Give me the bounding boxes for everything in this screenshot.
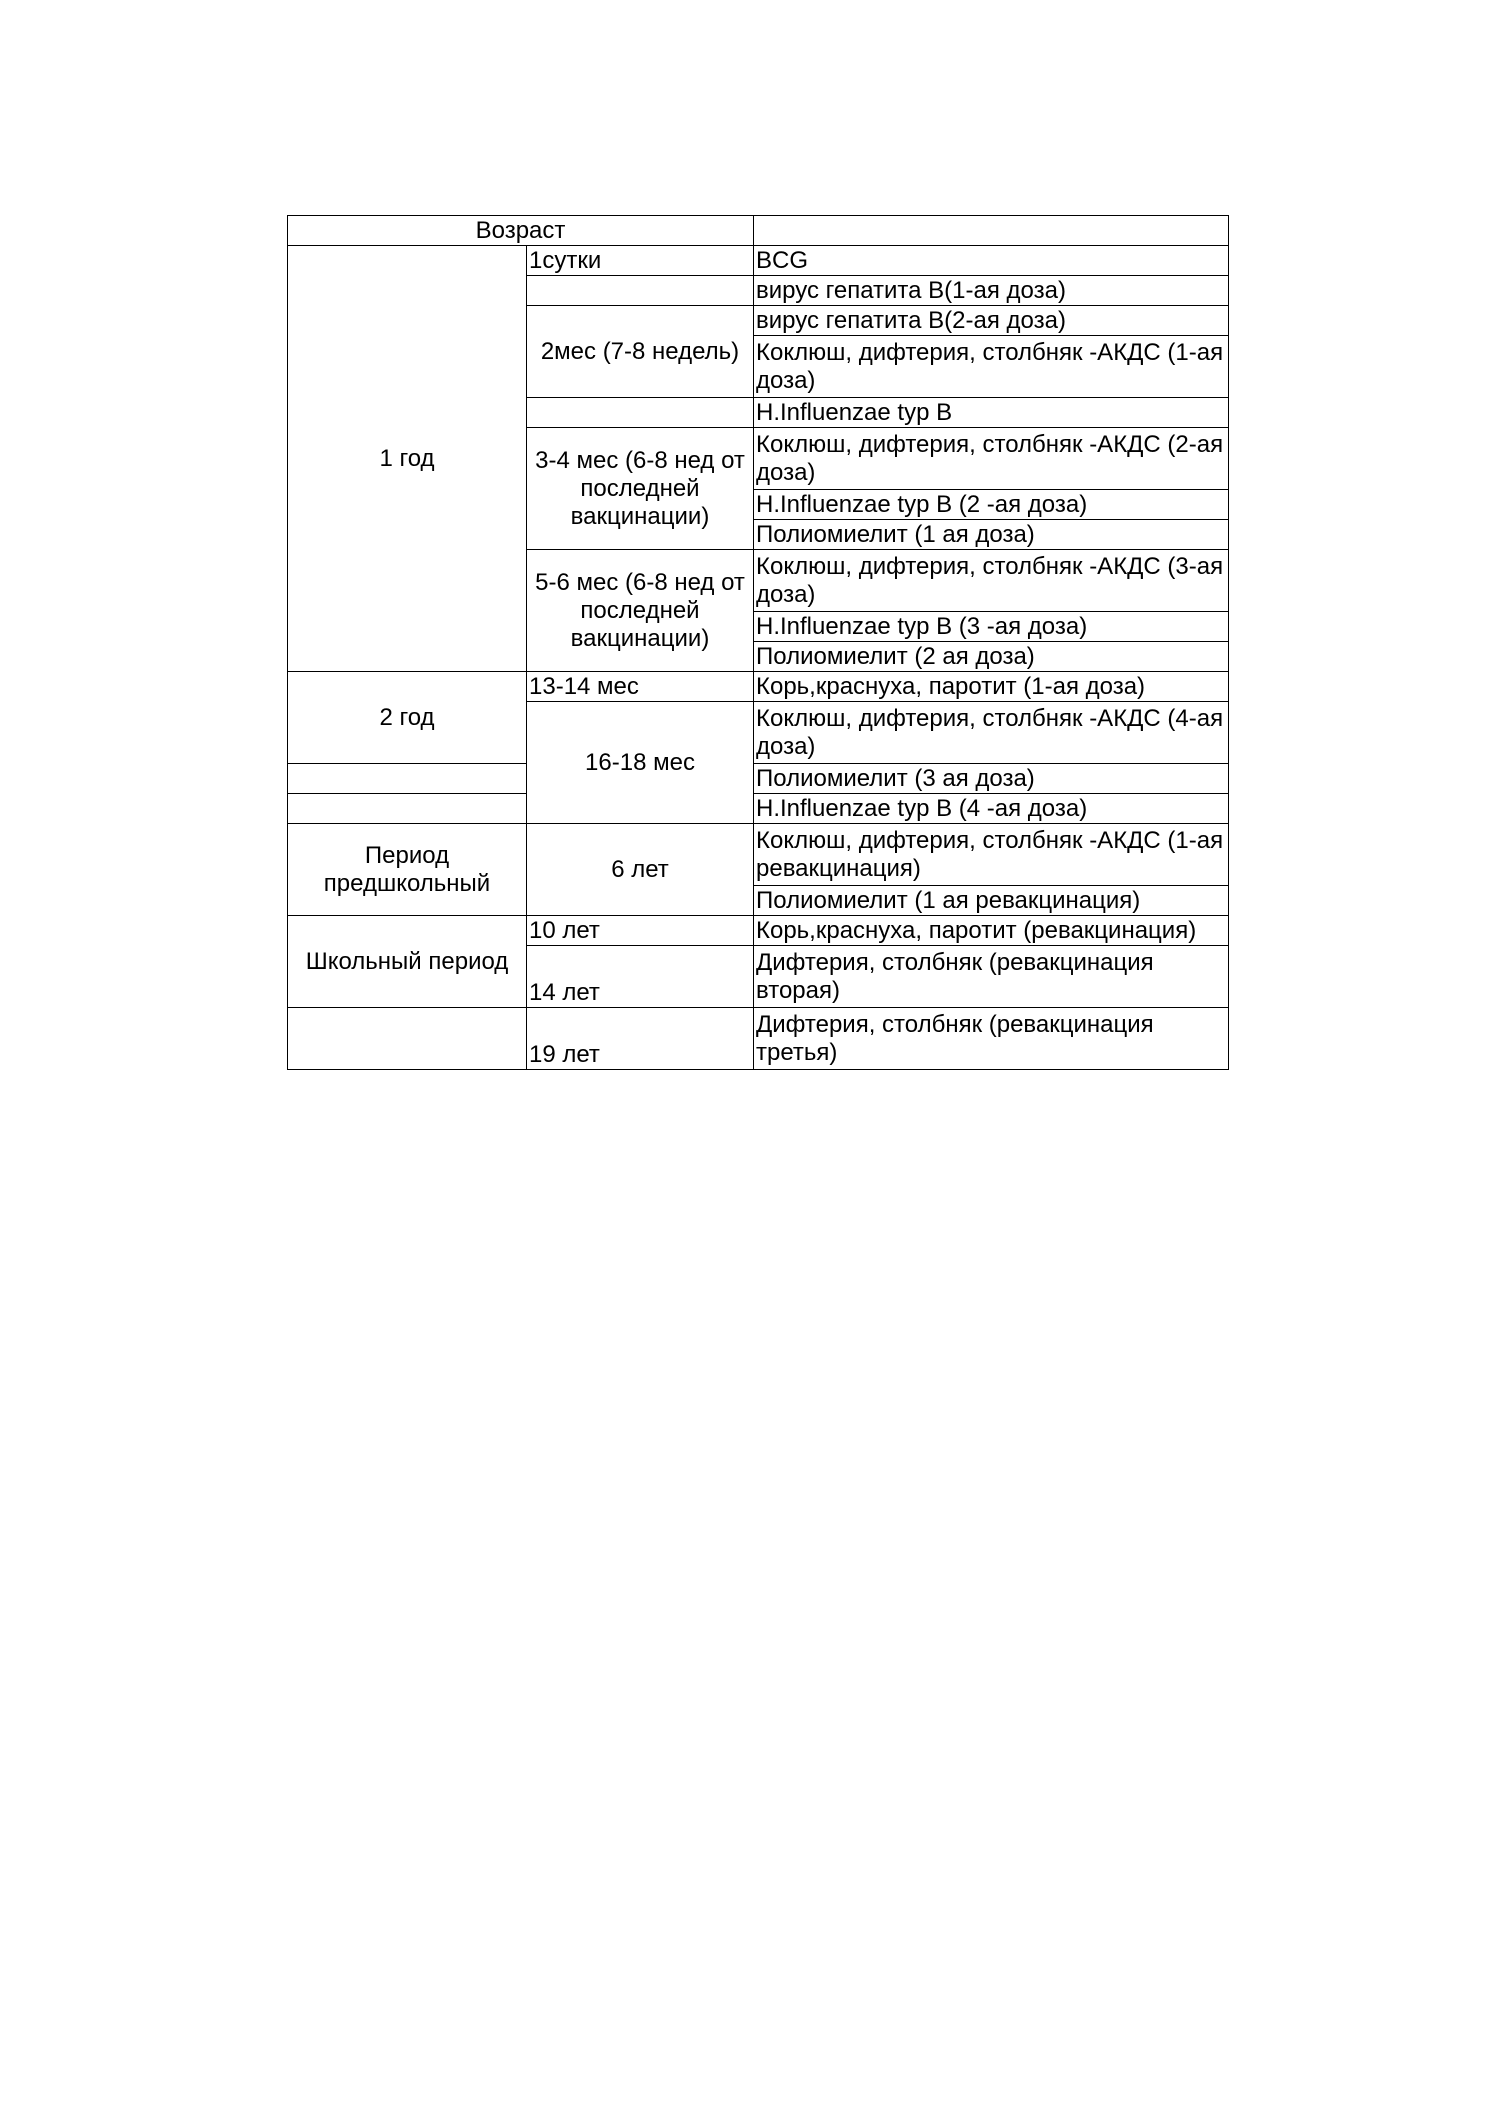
vaccine-cell: Коклюш, дифтерия, столбняк -АКДС (1-ая доза) (754, 336, 1229, 398)
age-cell: 1сутки (527, 246, 754, 276)
table-row (288, 824, 1229, 886)
table-row (288, 794, 1229, 824)
vaccine-cell: H.Influenzae typ B (754, 398, 1229, 428)
vaccine-cell: Полиомиелит (1 ая доза) (754, 520, 1229, 550)
vaccination-schedule-table (287, 215, 1229, 1070)
period-cell-school: Школьный период (288, 916, 527, 1008)
vaccine-cell: Коклюш, дифтерия, столбняк -АКДС (4-ая доза) (754, 702, 1229, 764)
vaccine-cell: Дифтерия, столбняк (ревакцинация третья) (754, 1008, 1229, 1070)
vaccine-cell: Коклюш, дифтерия, столбняк -АКДС (1-ая ревакцинация) (754, 824, 1229, 886)
table-row (288, 916, 1229, 946)
vaccine-cell: Полиомиелит (2 ая доза) (754, 642, 1229, 672)
age-cell: 16-18 мес (527, 702, 754, 824)
age-cell-empty (527, 398, 754, 428)
age-cell: 5-6 мес (6-8 нед от последней вакцинации) (527, 550, 754, 672)
age-cell: 6 лет (527, 824, 754, 916)
age-cell: 19 лет (527, 1008, 754, 1070)
vaccine-cell: вирус гепатита В(2-ая доза) (754, 306, 1229, 336)
vaccine-cell: Полиомиелит (1 ая ревакцинация) (754, 886, 1229, 916)
vaccine-cell: Коклюш, дифтерия, столбняк -АКДС (3-ая доза) (754, 550, 1229, 612)
vaccine-cell: H.Influenzae typ B (3 -ая доза) (754, 612, 1229, 642)
vaccine-cell: вирус гепатита В(1-ая доза) (754, 276, 1229, 306)
vaccine-cell: BCG (754, 246, 1229, 276)
period-cell-empty (288, 794, 527, 824)
age-cell: 10 лет (527, 916, 754, 946)
table-row (288, 764, 1229, 794)
header-age-cell: Возраст (288, 216, 754, 246)
period-cell-year2: 2 год (288, 672, 527, 764)
period-cell-empty (288, 764, 527, 794)
period-cell-year1: 1 год (288, 246, 527, 672)
age-cell: 3-4 мес (6-8 нед от последней вакцинации) (527, 428, 754, 550)
period-cell-preschool: Период предшкольный (288, 824, 527, 916)
vaccine-cell: Корь,краснуха, паротит (1-ая доза) (754, 672, 1229, 702)
age-cell: 14 лет (527, 946, 754, 1008)
header-vaccine-cell (754, 216, 1229, 246)
header-row (288, 216, 1229, 246)
vaccine-cell: Коклюш, дифтерия, столбняк -АКДС (2-ая доза) (754, 428, 1229, 490)
age-cell-empty (527, 276, 754, 306)
vaccine-cell: Полиомиелит (3 ая доза) (754, 764, 1229, 794)
vaccine-cell: H.Influenzae typ B (4 -ая доза) (754, 794, 1229, 824)
vaccine-cell: Корь,краснуха, паротит (ревакцинация) (754, 916, 1229, 946)
vaccine-cell: Дифтерия, столбняк (ревакцинация вторая) (754, 946, 1229, 1008)
table-row (288, 246, 1229, 276)
vaccine-cell: H.Influenzae typ B (2 -ая доза) (754, 490, 1229, 520)
table-row (288, 672, 1229, 702)
age-cell: 2мес (7-8 недель) (527, 306, 754, 398)
period-cell-empty (288, 1008, 527, 1070)
age-cell: 13-14 мес (527, 672, 754, 702)
table-row (288, 1008, 1229, 1070)
